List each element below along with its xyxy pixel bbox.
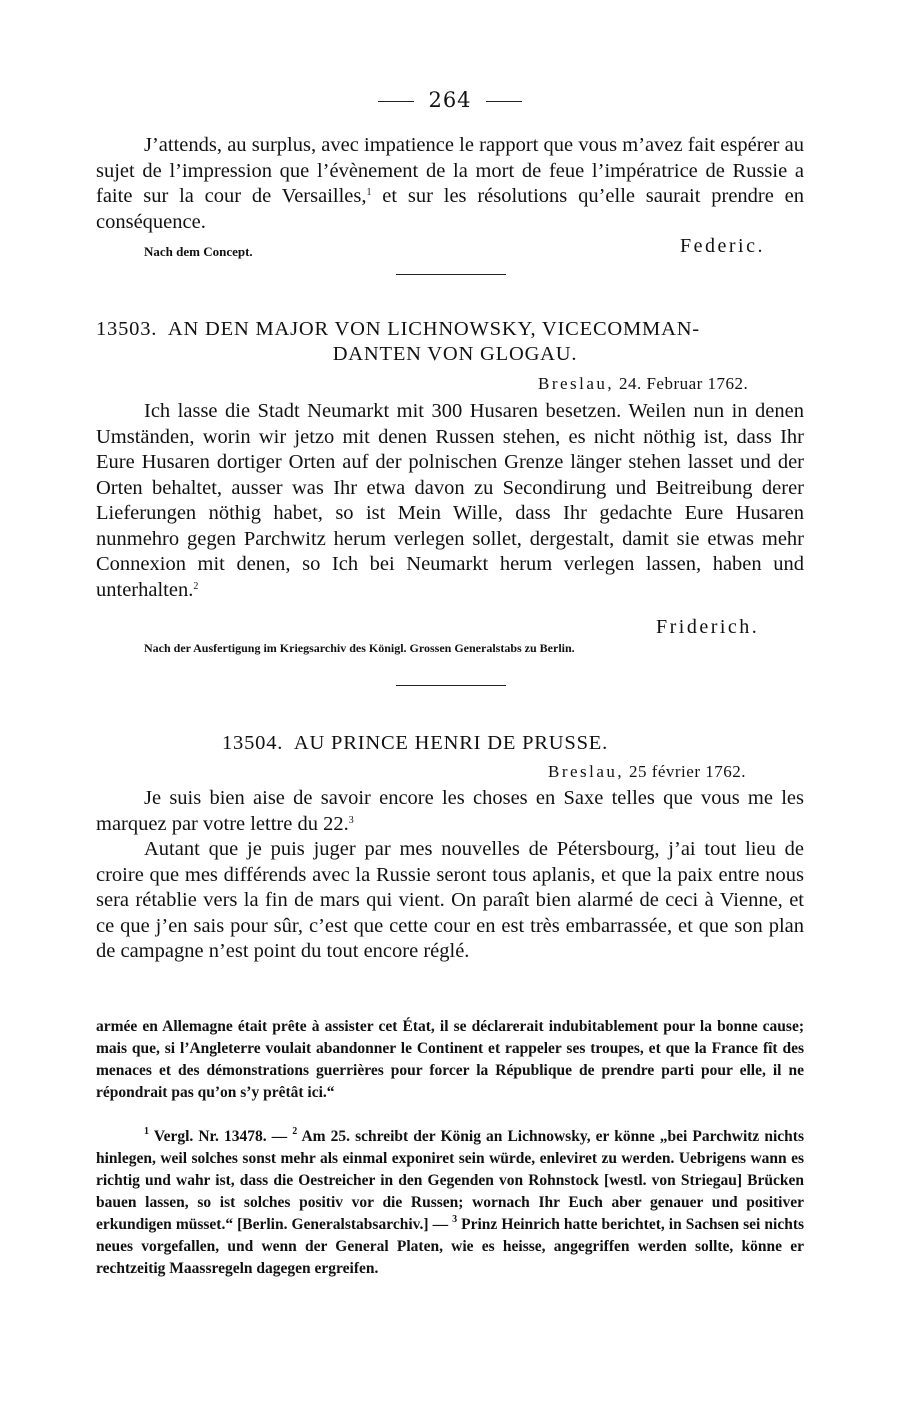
- footnote-continued: armée en Allemagne était prête à assister cet État, il se déclarerait indubitablement pour la bonne cause; mais que, si l’Angleterre voulait abandonner le Continent et rappeler ses troupes, et que la France fît des menaces et des démonstrations guerrières pour forcer la République de prendre parti pour elle, il ne répondrait pas qu’on s’y prêtât ici.“: [96, 1018, 804, 1101]
- separator-rule: [396, 685, 506, 686]
- dash-left: [378, 101, 414, 102]
- letter-body: Je suis bien aise de savoir encore les choses en Saxe telles que vous me les marquez par votre lettre du 22.$^3$: [96, 787, 804, 835]
- source-note: Nach der Ausfertigung im Kriegsarchiv des Königl. Grossen Generalstabs zu Berlin.: [144, 641, 575, 655]
- page-number-text: 264: [428, 88, 472, 112]
- signature: Federic.: [680, 235, 765, 257]
- letter-number: 13504.: [222, 732, 284, 754]
- letter-heading-line2: DANTEN VON GLOGAU.: [332, 343, 578, 365]
- signature: Friderich.: [656, 616, 760, 638]
- closing-paragraph: J’attends, au surplus, avec impatience le rapport que vous m’avez fait espérer au sujet de l’impression que l’évènement de la mort de feue l’impératrice de Russie a faite sur la cour de Versailles,$^1$ et sur les résolutions qu’elle saurait prendre en conséquence.: [96, 134, 804, 233]
- footnotes: $^1$ Vergl. Nr. 13478. — $^2$ Am 25. schreibt der König an Lichnowsky, er könne „bei Parchwitz nichts hinlegen, weil solches sonst mehr als einmal exponiret sein würde, enleviret zu werden. Uebrigens wann es richtig und wahr ist, dass die Oestreicher in den Gegenden von Rohnstock [westl. von Striegau] Brücken bauen lassen, so ist solches positiv vor die Russen; wornach Ihr Euch aber genauer und positiver erkundigen müsset.“ [Berlin. Generalstabsarchiv.] — $^3$ Prinz Heinrich hatte berichtet, in Sachsen sei nichts neues vorgefallen, und wenn der General Platen, wie es heisse, angegriffen werden sollte, könne er rechtzeitig Maassregeln dagegen ergreifen.: [96, 1126, 805, 1277]
- source-note: Nach dem Concept.: [144, 244, 253, 259]
- letter-body: Ich lasse die Stadt Neumarkt mit 300 Husaren besetzen. Weilen nun in denen Umständen, worin wir jetzo mit denen Russen stehen, es nicht nöthig ist, dass Ihr Eure Husaren dortiger Orten auf der polnischen Grenze länger stehen lasset und der Orten behaltet, ausser was Ihr etwa davon zu Secondirung und Beitreibung derer Lieferungen nöthig habet, so ist Mein Wille, dass Ihr gedachte Eure Husaren nunmehro gegen Parchwitz herum verlegen sollet, dergestalt, damit sie etwas mehr Connexion mit denen, so Ich bei Neumarkt herum verlegen lassen, haben und unterhalten.$^2$: [96, 400, 804, 601]
- footnote-ref: 3: [348, 814, 354, 826]
- letter-heading: 13504. AU PRINCE HENRI DE PRUSSE.: [222, 732, 609, 754]
- page-number: [0, 88, 900, 112]
- footnote-ref: 2: [193, 580, 199, 592]
- letter-number: 13503.: [96, 318, 158, 340]
- separator-rule: [396, 274, 506, 275]
- letter-heading: [96, 318, 804, 366]
- dateline: Breslau, 24. Februar 1762.: [538, 374, 749, 393]
- dash-right: [486, 101, 522, 102]
- letter-body: Autant que je puis juger par mes nouvelles de Pétersbourg, j’ai tout lieu de croire que mes différends avec la Russie seront tous aplanis, et que la paix entre nous sera rétablie vers la fin de mars qui vient. On paraît bien alarmé de ceci à Vienne, et ce que j’en sais pour sûr, c’est que cette cour en est très embarrassée, et que son plan de campagne n’est point du tout encore réglé.: [96, 838, 804, 962]
- footnote-ref: 1: [366, 187, 372, 198]
- letter-heading-line1: 13503. AN DEN MAJOR VON LICHNOWSKY, VICECOMMAN-: [96, 318, 700, 340]
- dateline: Breslau, 25 février 1762.: [548, 762, 746, 781]
